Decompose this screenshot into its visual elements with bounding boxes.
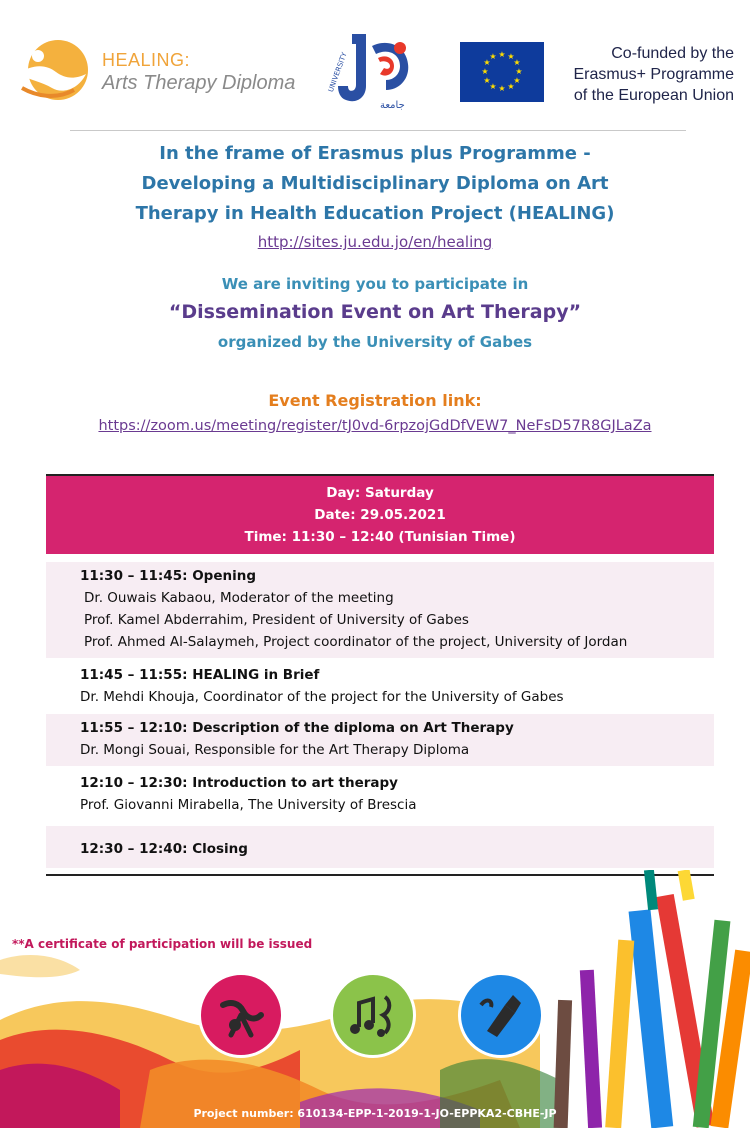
session-diploma-description — [46, 714, 714, 766]
svg-text:★: ★ — [489, 82, 497, 91]
eu-text-line-2: Erasmus+ Programme — [573, 66, 734, 83]
project-website-link[interactable]: http://sites.ju.edu.jo/en/healing — [257, 233, 493, 251]
session-time: 11:55 – 12:10 — [80, 720, 183, 736]
eu-text-line-3: of the European Union — [573, 87, 734, 104]
session-title — [80, 838, 714, 860]
healing-title: HEALING: — [102, 50, 191, 70]
project-number: Project number: 610134-EPP-1-2019-1-JO-EPPKA2-CBHE-JP — [193, 1107, 557, 1120]
schedule-time: Time: 11:30 – 12:40 (Tunisian Time) — [244, 529, 516, 545]
svg-text:★: ★ — [513, 58, 521, 67]
schedule-header — [46, 476, 714, 554]
music-notes-icon-circle — [330, 972, 416, 1058]
session-name: : Introduction to art therapy — [182, 775, 398, 791]
session-intro-art-therapy — [46, 770, 714, 822]
session-speaker: Dr. Ouwais Kabaou, Moderator of the meeting — [84, 590, 394, 606]
session-time: 11:45 – 11:55 — [80, 667, 183, 683]
svg-text:UNIVERSITY: UNIVERSITY — [326, 51, 349, 94]
svg-text:★: ★ — [507, 52, 515, 61]
session-closing — [46, 826, 714, 868]
eu-cofunding-text — [548, 43, 734, 106]
certificate-note: **A certificate of participation will be issued — [12, 937, 313, 951]
svg-text:★: ★ — [498, 84, 506, 93]
session-name: : Description of the diploma on Art Therapy — [182, 720, 514, 736]
session-title — [80, 772, 714, 794]
paint-brushes-image — [554, 870, 750, 1128]
registration-label: Event Registration link: — [268, 391, 482, 410]
university-of-gabes-logo — [322, 28, 414, 112]
intro-line-1: In the frame of Erasmus plus Programme - — [159, 143, 591, 164]
session-speaker: Dr. Mehdi Khouja, Coordinator of the project for the University of Gabes — [80, 689, 564, 705]
session-speaker: Prof. Kamel Abderrahim, President of University of Gabes — [84, 612, 469, 628]
music-notes-icon — [333, 975, 413, 1055]
session-speaker: Prof. Ahmed Al-Salaymeh, Project coordinator of the project, University of Jordan — [84, 634, 628, 650]
paint-tube-icon-circle — [458, 972, 544, 1058]
event-title: “Dissemination Event on Art Therapy” — [168, 301, 582, 323]
dancer-icon — [201, 975, 281, 1055]
session-title — [80, 717, 714, 739]
schedule-day: Day: Saturday — [326, 485, 434, 501]
healing-subtitle: Arts Therapy Diploma — [102, 72, 296, 94]
intro-line-2: Developing a Multidisciplinary Diploma on Art — [141, 173, 609, 194]
healing-logo-icon — [12, 30, 92, 110]
svg-text:★: ★ — [498, 50, 506, 59]
svg-text:★: ★ — [515, 67, 523, 76]
session-time: 12:30 – 12:40 — [80, 841, 183, 857]
session-opening — [46, 562, 714, 658]
session-title — [80, 664, 714, 686]
svg-text:★: ★ — [483, 76, 491, 85]
svg-text:★: ★ — [481, 67, 489, 76]
schedule-date: Date: 29.05.2021 — [314, 507, 446, 523]
session-speaker: Prof. Giovanni Mirabella, The University of Brescia — [80, 797, 417, 813]
eu-text-line-1: Co-funded by the — [611, 45, 734, 62]
eu-flag-icon — [460, 42, 544, 102]
session-healing-brief — [46, 662, 714, 714]
session-name: : Closing — [182, 841, 248, 857]
registration-link[interactable]: https://zoom.us/meeting/register/tJ0vd-6rpzojGdDfVEW7_NeFsD57R8GJLaZa — [98, 418, 652, 434]
session-time: 11:30 – 11:45 — [80, 568, 183, 584]
header-divider — [70, 130, 686, 131]
svg-text:جامعة: جامعة — [380, 100, 405, 111]
dancer-icon-circle — [198, 972, 284, 1058]
intro-line-3: Therapy in Health Education Project (HEALING) — [135, 203, 615, 224]
invite-text: We are inviting you to participate in — [221, 275, 529, 293]
session-title — [80, 565, 714, 587]
schedule-table — [46, 474, 714, 876]
organizer-text: organized by the University of Gabes — [217, 333, 533, 351]
healing-logo-text — [102, 50, 295, 96]
svg-text:★: ★ — [507, 82, 515, 91]
session-time: 12:10 – 12:30 — [80, 775, 183, 791]
session-speaker: Dr. Mongi Souai, Responsible for the Art Therapy Diploma — [80, 742, 470, 758]
svg-text:★: ★ — [513, 76, 521, 85]
svg-text:★: ★ — [489, 52, 497, 61]
paint-tube-icon — [461, 975, 541, 1055]
svg-text:★: ★ — [483, 58, 491, 67]
session-name: : Opening — [182, 568, 257, 584]
session-name: : HEALING in Brief — [182, 667, 320, 683]
